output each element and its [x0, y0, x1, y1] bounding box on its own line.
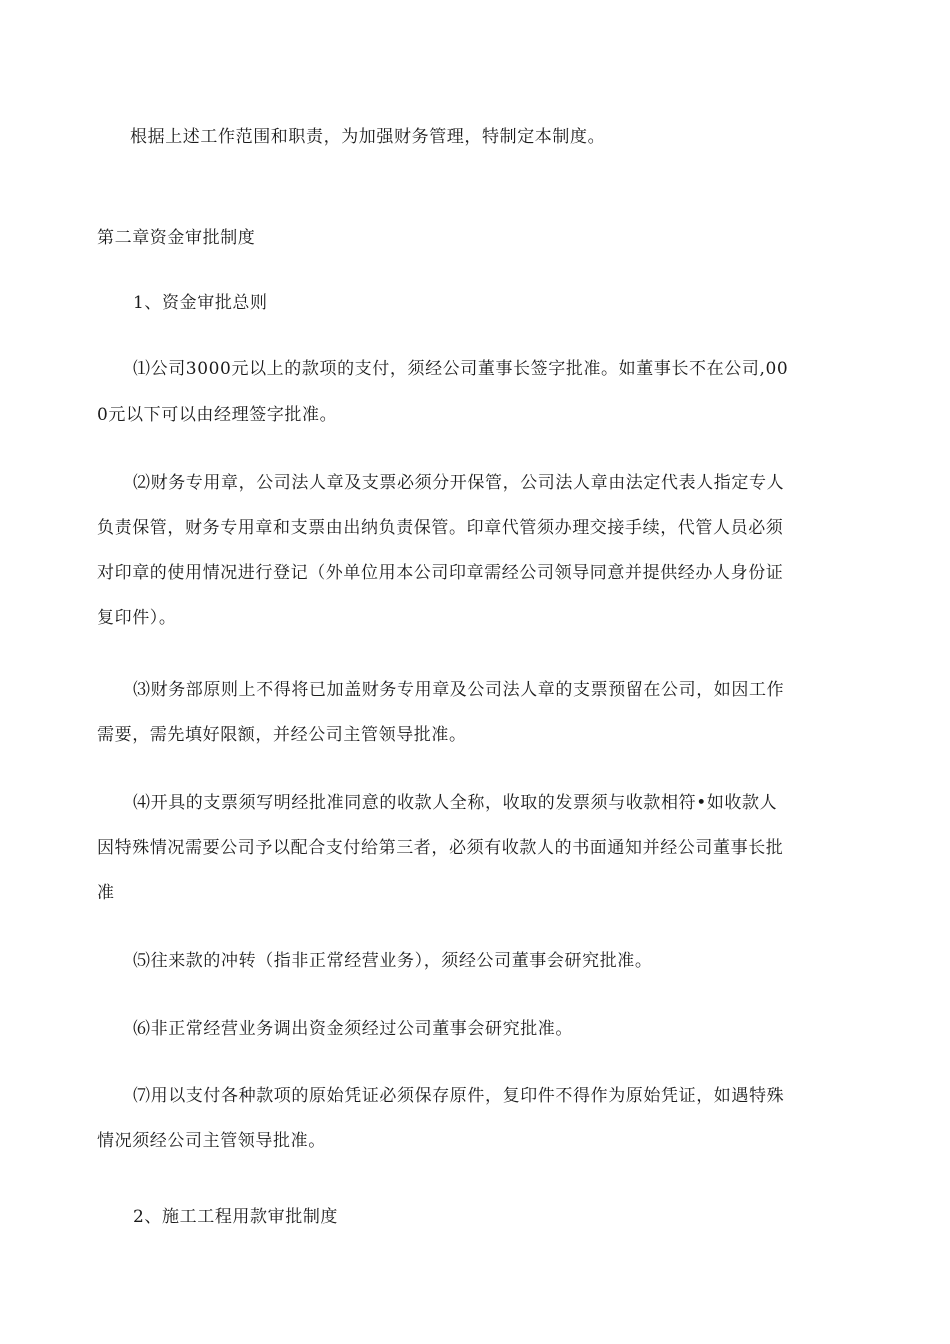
item-7-line-1: ⑺用以支付各种款项的原始凭证必须保存原件，复印件不得作为原始凭证，如遇特殊 [133, 1086, 785, 1106]
item-1-line-1: ⑴公司3000元以上的款项的支付，须经公司董事长签字批准。如董事长不在公司,00 [133, 359, 789, 379]
item-5-line-1: ⑸往来款的冲转（指非正常经营业务），须经公司董事会研究批准。 [133, 951, 653, 971]
item-4-line-1: ⑷开具的支票须写明经批准同意的收款人全称，收取的发票须与收款相符•如收款人 [133, 793, 778, 813]
item-2-line-4: 复印件）。 [97, 608, 177, 628]
intro-paragraph: 根据上述工作范围和职责，为加强财务管理，特制定本制度。 [130, 127, 606, 147]
item-3-line-1: ⑶财务部原则上不得将已加盖财务专用章及公司法人章的支票预留在公司，如因工作 [133, 680, 785, 700]
section-heading-1: 1、资金审批总则 [133, 293, 268, 313]
item-2-line-3: 对印章的使用情况进行登记（外单位用本公司印章需经公司领导同意并提供经办人身份证 [97, 563, 784, 583]
item-1-line-2: 0元以下可以由经理签字批准。 [97, 405, 338, 425]
item-7-line-2: 情况须经公司主管领导批准。 [97, 1131, 326, 1151]
item-6-line-1: ⑹非正常经营业务调出资金须经过公司董事会研究批准。 [133, 1019, 573, 1039]
item-3-line-2: 需要，需先填好限额，并经公司主管领导批准。 [97, 725, 467, 745]
chapter-title: 第二章资金审批制度 [97, 228, 256, 248]
item-4-line-3: 准 [97, 883, 115, 903]
item-2-line-2: 负责保管，财务专用章和支票由出纳负责保管。印章代管须办理交接手续，代管人员必须 [97, 518, 784, 538]
section-heading-2: 2、施工工程用款审批制度 [133, 1207, 339, 1227]
item-4-line-2: 因特殊情况需要公司予以配合支付给第三者，必须有收款人的书面通知并经公司董事长批 [97, 838, 784, 858]
item-2-line-1: ⑵财务专用章，公司法人章及支票必须分开保管，公司法人章由法定代表人指定专人 [133, 473, 785, 493]
